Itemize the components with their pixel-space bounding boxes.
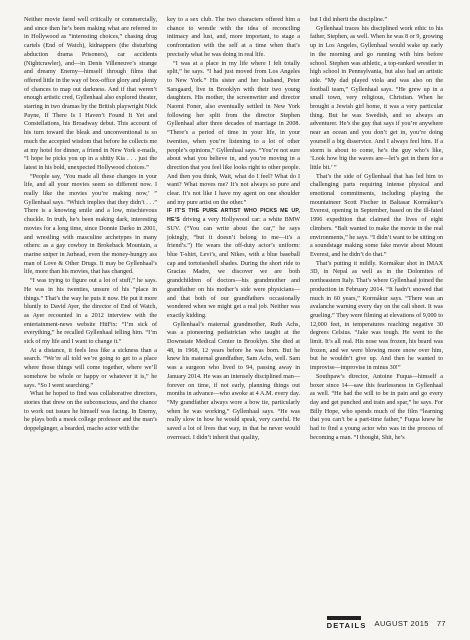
page-number: 77	[436, 618, 446, 628]
article-column-1	[24, 16, 157, 434]
article-column-3	[310, 16, 443, 442]
paragraph: “I was trying to figure out a lot of stuff,” he says. He was in his twenties, unsure of his “place in things.” That’s the way he puts it now. He put it more bluntly to David Ayer, the director of End of Watch, as Ayer recounted in a 2012 interview with the entertainment-news website HitFix: “I’m sick of everything,” he recalled Gyllenhaal telling him. “I’m sick of my life and I want to change it.”	[24, 278, 157, 346]
logo-mark	[327, 616, 361, 620]
paragraph: That’s putting it mildly. Kormákur shot in IMAX 3D, in Nepal as well as in the Dolomites of northeastern Italy. That’s where Gyllenhaal joined the production in February 2014. “It hadn’t snowed that much in 60 years,” Kormákur says. “There was an avalanche warning every day on the call sheet. It was grueling.” They were filming at elevations of 9,000 to 12,000 feet, in temperatures reaching negative 30 degrees Celsius. “Jake was tough. He went to the limit. It’s all real. His nose was frozen, his beard was frozen, and we were blowing more snow over him, but he wouldn’t give up. And then he wanted to improvise—improvise in minus 30!”	[310, 260, 443, 372]
page-folio	[327, 616, 446, 630]
paragraph: “I was at a place in my life where I felt totally split,” he says. “I had just moved from Los Angeles to New York.” His sister and her husband, Peter Sarsgaard, live in Brooklyn with their two young daughters. His mother, the screenwriter and director Naomi Foner, also eventually settled in New York following her split from the director Stephen Gyllenhaal after three decades of marriage in 2008. “There’s a period of time in your life, in your twenties, when you’re listening to a lot of other people’s opinions,” Gyllenhaal says. “You’re not sure about what you believe in, and you’re moving in a direction that you feel like looks right to other people. And then you think, Wait, what do I feel? What do I want? What moves me? It’s not always so pure and clear. It’s not like I have my agent on one shoulder and my pure artist on the other.”	[167, 60, 300, 206]
article-column-2	[167, 16, 300, 442]
paragraph: Southpaw’s director, Antoine Fuqua—himself a boxer since 14—saw this fearlessness in Gyllenhaal as well. “He had the will to be in pain and go every day and get punched and train and spar,” he says. For Billy Hope, who spends much of the film “learning that you can’t be a part-time father,” Fuqua knew he had to find a young actor who was in the process of becoming a man. “I thought, Shit, he’s	[310, 373, 443, 441]
paragraph: Gyllenhaal’s maternal grandmother, Ruth Achs, was a pioneering pediatrician who taught at the Downstate Medical Center in Brooklyn. She died at 48, in 1968, 12 years before he was born. But he knew his maternal grandfather, Sam Achs, well. Sam was a surgeon who lived to 94, passing away in January 2014. He was an intensely disciplined man—forever on time, if not early, planning things out months in advance—who awoke at 4 A.M. every day. “My grandfather always wore a bow tie, particularly when he was working,” Gyllenhaal says. “He was really slow in how he would speak, very careful. He saved a lot of lives that way, in that he never would overreact. I didn’t inherit that quality,	[167, 321, 300, 441]
paragraph: but I did inherit the discipline.”	[310, 17, 388, 23]
paragraph-text: driving a very Hollywood car: a white BMW SUV. (“You can write about the car,” he says jokingly, “but it doesn’t belong to me—it’s a friend’s.”) He wears the off-duty actor’s uniform: blue T-shirt, Levi’s, and Nikes, with a blue baseball cap and tortoiseshell shades. During the short ride to Gracias Madre, we discover we are both grandchildren of doctors—his grandmother and grandfather on his mother’s side were physicians—and that both of our grandfathers occasionally wondered when we might get a real job. Neither was exactly kidding.	[167, 217, 300, 319]
paragraph: “People say, ‘You made all these changes in your life, and all your movies seem so different now. I really like the movies you’re making now,’ ” Gyllenhaal says. “Which implies that they didn’t . . .” There is a knowing smile and a low, mischievous chuckle. In truth, he’s been making dark, interesting movies for a long time, since Donnie Darko in 2001, and wrestling with masculine archetypes in many others: as a gay cowboy in Brokeback Mountain, a marine sniper in Jarhead, even the money-hungry ass man of Love & Other Drugs. It may be Gyllenhaal’s life, more than his movies, that has changed.	[24, 173, 157, 276]
section-lead-in: IF IT’S THE PURE ARTIST WHO PICKS ME UP, HE’S	[167, 208, 300, 224]
paragraph: That’s the side of Gyllenhaal that has led him to challenging parts requiring intense physical and emotional commitments, including playing the mountaineer Scott Fischer in Baltasar Kormákur’s Everest, opening in September, based on the ill-fated 1996 expedition that claimed the lives of eight climbers. “Balt wanted to make the movie in the real environments,” he says. “I didn’t want to be sitting on a soundstage making some fake movie about Mount Everest, and he didn’t do that.”	[310, 173, 443, 258]
paragraph: At a distance, it feels less like a sickness than a search. “We’re all told we’re going to get to a place where those things will come together, where we’ll somehow be whole or happy or whatever it is,” he says. “So I went searching.”	[24, 347, 157, 389]
paragraph: key to a sex club. The two characters offered him a chance to wrestle with the idea of reconciling intimacy and lust, and, more important, to stage a confrontation with the self at a time when that’s precisely what he was doing in real life.	[167, 17, 300, 58]
paragraph: What he hoped to find was collaborative directors, stories that drew on the subconscious, and the chance to work out issues he himself was facing. In Enemy, he plays both a meek college professor and the man’s doppelgänger, a bearded, macho actor with the	[24, 391, 157, 433]
magazine-logo	[327, 616, 367, 630]
section-paragraph	[167, 207, 300, 320]
issue-date: AUGUST 2015	[374, 618, 429, 628]
paragraph: Neither movie fared well critically or commercially, and since then he’s been making what are referred to in Hollywood as “interesting choices,” chasing drug cartels (End of Watch), kidnappers (the disturbing abduction drama Prisoners), car accidents (Nightcrawler), and—in Denis Villeneuve’s strange and dreamy Enemy—himself through films that offered little in the way of box-office glory and plenty of chances to map out darkness. And if that weren’t enough artistic cred, Gyllenhaal also explored theater, starring in two dramas by the British playwright Nick Payne, If There Is I Haven’t Found It Yet and Constellations, his Broadway debut. This account of his turn toward the bleak and unconventional is so much the accepted wisdom that before he collects me at my hotel for dinner, a friend in New York e-mails, “I hope he picks you up in a shitty Kia . . . just the latest in his bold, unexpected Hollywood choices.”	[24, 17, 157, 171]
paragraph: Gyllenhaal traces his disciplined work ethic to his father, Stephen, as well. When he was 8 or 9, growing up in Los Angeles, Gyllenhaal would wake up early in the morning and go running with him before school. Stephen was athletic, a top-ranked wrestler in high school in Pennsylvania, but also had an artistic side. “My dad played viola and was also on the football team,” Gyllenhaal says. “He grew up in a small town, very religious, Christian. When he brought a Jewish girl home, it was a very particular thing. But he was Swedish, and so always an adventurer. He’s the guy that says if you’re anywhere near an ocean and you don’t get in, you’re doing yourself a big disservice. And I always feel him. If a storm is about to come, he’s the guy who’s like, ‘Look how big the waves are—let’s get in them for a little bit.’ ”	[310, 25, 443, 171]
magazine-name: DETAILS	[326, 621, 367, 630]
